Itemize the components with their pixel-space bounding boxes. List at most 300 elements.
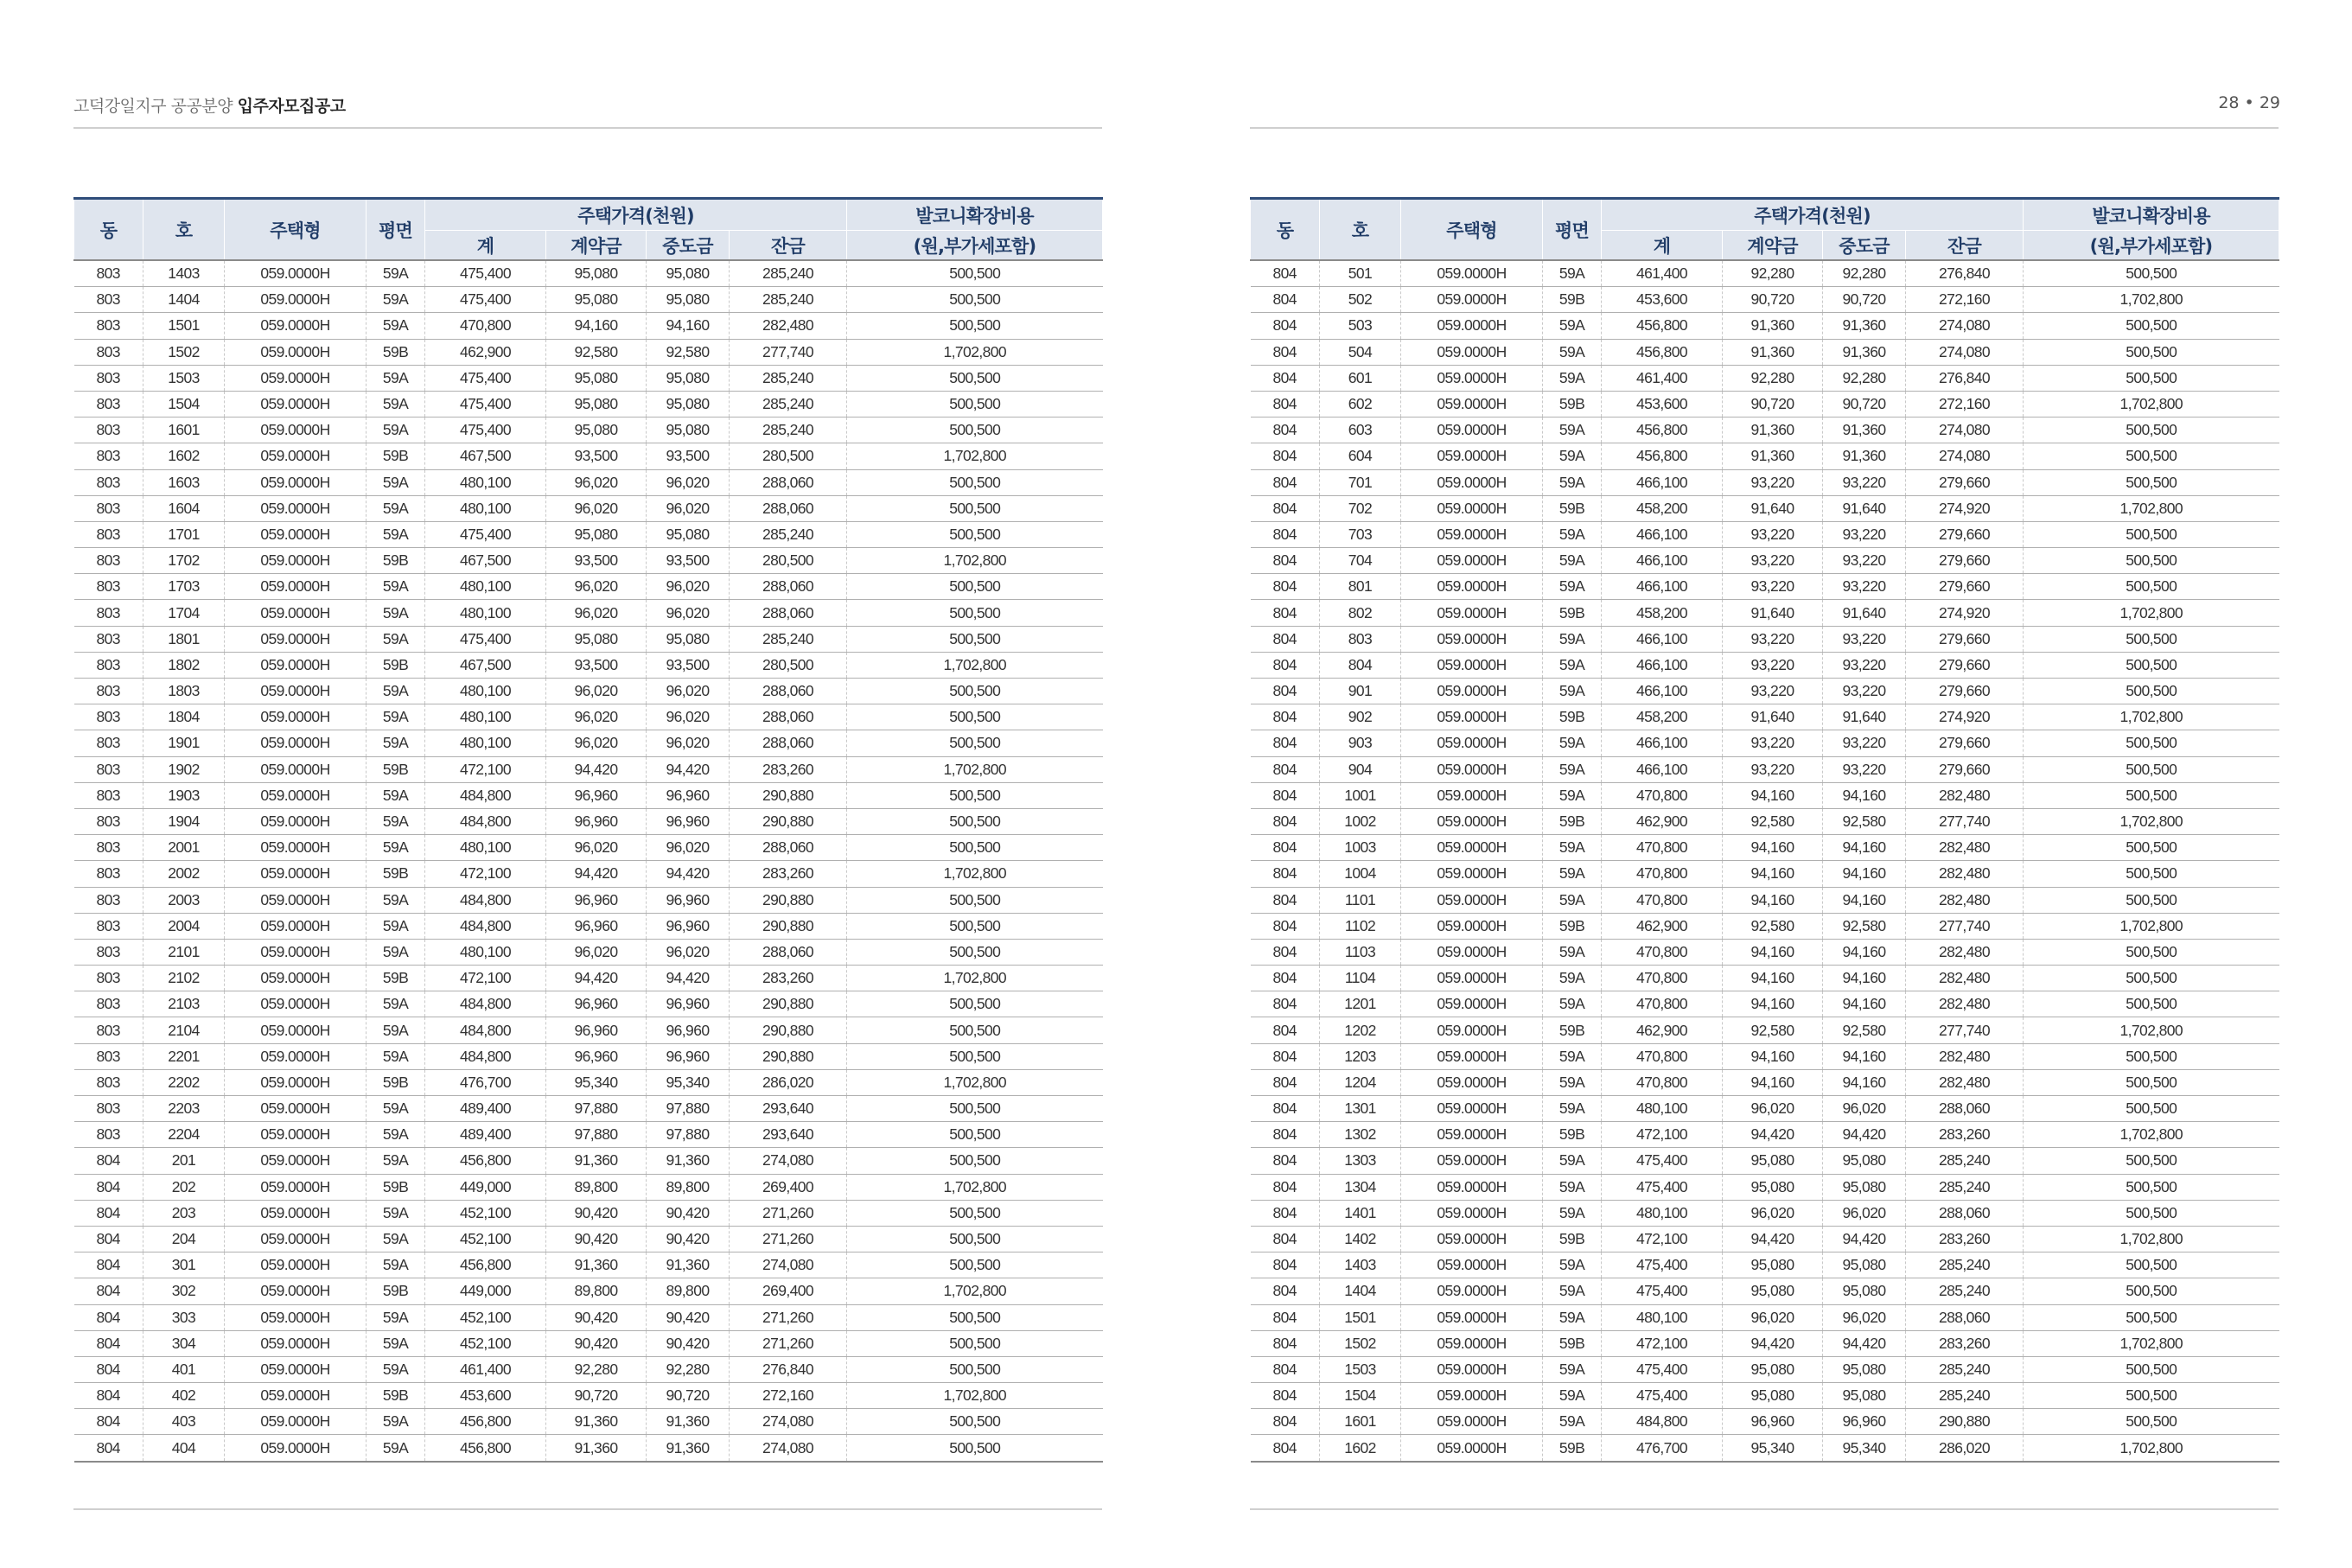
cell-middle: 90,720 bbox=[1823, 391, 1906, 417]
cell-housing-type: 059.0000H bbox=[1401, 1330, 1543, 1356]
cell-balcony: 500,500 bbox=[847, 1435, 1103, 1462]
cell-balance: 280,500 bbox=[730, 652, 847, 678]
header-ho: 호 bbox=[143, 199, 225, 261]
cell-balcony: 500,500 bbox=[847, 679, 1103, 704]
cell-dong: 804 bbox=[1251, 887, 1320, 913]
cell-middle: 96,020 bbox=[647, 679, 730, 704]
cell-middle: 96,960 bbox=[647, 808, 730, 834]
cell-dong: 804 bbox=[1251, 1122, 1320, 1148]
cell-balance: 277,740 bbox=[1906, 1017, 2024, 1043]
cell-balcony: 500,500 bbox=[847, 495, 1103, 521]
cell-balance: 288,060 bbox=[1906, 1200, 2024, 1226]
cell-housing-type: 059.0000H bbox=[225, 339, 367, 365]
cell-middle: 95,080 bbox=[647, 391, 730, 417]
cell-area: 59A bbox=[367, 391, 425, 417]
table-row bbox=[74, 1148, 1103, 1174]
table-row bbox=[1251, 835, 2279, 861]
cell-total: 480,100 bbox=[425, 704, 546, 730]
cell-total: 480,100 bbox=[425, 939, 546, 965]
cell-ho: 1501 bbox=[1320, 1304, 1401, 1330]
cell-deposit: 96,960 bbox=[546, 782, 647, 808]
table-row bbox=[1251, 548, 2279, 574]
table-row bbox=[74, 365, 1103, 391]
cell-ho: 1501 bbox=[143, 313, 225, 339]
table-row bbox=[74, 1069, 1103, 1095]
cell-middle: 93,220 bbox=[1823, 469, 1906, 495]
cell-ho: 2104 bbox=[143, 1017, 225, 1043]
footer-rule bbox=[73, 1508, 1102, 1510]
cell-balance: 285,240 bbox=[730, 260, 847, 287]
cell-dong: 803 bbox=[74, 365, 143, 391]
cell-middle: 91,360 bbox=[1823, 313, 1906, 339]
header-balcony-note: (원,부가세포함) bbox=[847, 231, 1103, 261]
cell-housing-type: 059.0000H bbox=[225, 1330, 367, 1356]
cell-balance: 272,160 bbox=[1906, 287, 2024, 313]
table-row bbox=[1251, 939, 2279, 965]
cell-balance: 282,480 bbox=[1906, 861, 2024, 887]
header-area: 평면 bbox=[1543, 199, 1602, 261]
cell-middle: 96,020 bbox=[1823, 1200, 1906, 1226]
cell-balcony: 500,500 bbox=[847, 1122, 1103, 1148]
cell-housing-type: 059.0000H bbox=[1401, 548, 1543, 574]
cell-dong: 804 bbox=[1251, 1356, 1320, 1382]
cell-middle: 96,960 bbox=[647, 887, 730, 913]
cell-middle: 95,080 bbox=[647, 521, 730, 547]
cell-balcony: 500,500 bbox=[847, 469, 1103, 495]
cell-deposit: 94,420 bbox=[1723, 1122, 1823, 1148]
cell-total: 476,700 bbox=[1602, 1435, 1723, 1462]
cell-dong: 803 bbox=[74, 966, 143, 991]
cell-ho: 1502 bbox=[1320, 1330, 1401, 1356]
cell-deposit: 89,800 bbox=[546, 1278, 647, 1304]
cell-total: 456,800 bbox=[425, 1148, 546, 1174]
table-row bbox=[1251, 600, 2279, 626]
cell-housing-type: 059.0000H bbox=[225, 365, 367, 391]
cell-deposit: 93,220 bbox=[1723, 730, 1823, 756]
cell-balcony: 500,500 bbox=[847, 1017, 1103, 1043]
cell-middle: 96,020 bbox=[647, 704, 730, 730]
cell-balcony: 500,500 bbox=[847, 704, 1103, 730]
right-page bbox=[1176, 0, 2352, 1568]
cell-deposit: 91,640 bbox=[1723, 495, 1823, 521]
cell-area: 59A bbox=[367, 626, 425, 652]
cell-middle: 93,220 bbox=[1823, 730, 1906, 756]
cell-balcony: 1,702,800 bbox=[2024, 1226, 2279, 1252]
cell-balance: 279,660 bbox=[1906, 652, 2024, 678]
cell-total: 452,100 bbox=[425, 1200, 546, 1226]
cell-housing-type: 059.0000H bbox=[225, 1278, 367, 1304]
cell-balcony: 500,500 bbox=[847, 313, 1103, 339]
cell-balance: 290,880 bbox=[730, 1017, 847, 1043]
cell-housing-type: 059.0000H bbox=[1401, 1148, 1543, 1174]
table-row bbox=[1251, 1174, 2279, 1200]
cell-balcony: 1,702,800 bbox=[847, 1278, 1103, 1304]
cell-deposit: 96,960 bbox=[546, 1043, 647, 1069]
cell-housing-type: 059.0000H bbox=[1401, 1069, 1543, 1095]
cell-balance: 276,840 bbox=[1906, 260, 2024, 287]
cell-deposit: 92,580 bbox=[1723, 1017, 1823, 1043]
cell-deposit: 94,160 bbox=[1723, 782, 1823, 808]
cell-deposit: 94,160 bbox=[1723, 991, 1823, 1017]
cell-dong: 803 bbox=[74, 339, 143, 365]
cell-balance: 279,660 bbox=[1906, 730, 2024, 756]
cell-balance: 286,020 bbox=[1906, 1435, 2024, 1462]
cell-area: 59A bbox=[1543, 1174, 1602, 1200]
cell-area: 59A bbox=[1543, 1252, 1602, 1278]
cell-middle: 92,580 bbox=[1823, 1017, 1906, 1043]
cell-area: 59A bbox=[1543, 469, 1602, 495]
cell-middle: 93,220 bbox=[1823, 521, 1906, 547]
cell-total: 456,800 bbox=[1602, 417, 1723, 443]
cell-area: 59B bbox=[367, 339, 425, 365]
cell-housing-type: 059.0000H bbox=[225, 1304, 367, 1330]
cell-balance: 290,880 bbox=[730, 1043, 847, 1069]
cell-balance: 272,160 bbox=[1906, 391, 2024, 417]
cell-housing-type: 059.0000H bbox=[1401, 260, 1543, 287]
cell-housing-type: 059.0000H bbox=[1401, 966, 1543, 991]
cell-balance: 274,920 bbox=[1906, 600, 2024, 626]
cell-deposit: 90,420 bbox=[546, 1226, 647, 1252]
cell-deposit: 90,720 bbox=[1723, 391, 1823, 417]
table-row bbox=[1251, 1252, 2279, 1278]
cell-ho: 304 bbox=[143, 1330, 225, 1356]
header-total: 계 bbox=[425, 231, 546, 261]
cell-deposit: 94,160 bbox=[1723, 939, 1823, 965]
cell-balcony: 1,702,800 bbox=[847, 443, 1103, 469]
cell-balance: 288,060 bbox=[730, 600, 847, 626]
table-row bbox=[74, 782, 1103, 808]
cell-ho: 1701 bbox=[143, 521, 225, 547]
cell-dong: 804 bbox=[1251, 443, 1320, 469]
cell-dong: 804 bbox=[1251, 417, 1320, 443]
cell-balance: 276,840 bbox=[730, 1356, 847, 1382]
cell-dong: 804 bbox=[1251, 1252, 1320, 1278]
cell-total: 467,500 bbox=[425, 443, 546, 469]
cell-housing-type: 059.0000H bbox=[225, 1356, 367, 1382]
cell-balcony: 500,500 bbox=[2024, 1252, 2279, 1278]
cell-ho: 404 bbox=[143, 1435, 225, 1462]
cell-balance: 290,880 bbox=[730, 913, 847, 939]
cell-ho: 1601 bbox=[143, 417, 225, 443]
cell-balance: 272,160 bbox=[730, 1383, 847, 1409]
cell-balance: 274,080 bbox=[1906, 339, 2024, 365]
cell-balcony: 500,500 bbox=[847, 991, 1103, 1017]
cell-deposit: 96,960 bbox=[546, 887, 647, 913]
cell-deposit: 96,020 bbox=[546, 730, 647, 756]
cell-area: 59B bbox=[367, 861, 425, 887]
cell-dong: 804 bbox=[1251, 365, 1320, 391]
cell-deposit: 96,960 bbox=[546, 991, 647, 1017]
cell-balance: 290,880 bbox=[730, 808, 847, 834]
cell-area: 59A bbox=[367, 521, 425, 547]
table-row bbox=[1251, 1017, 2279, 1043]
cell-deposit: 91,360 bbox=[546, 1252, 647, 1278]
table-row bbox=[1251, 626, 2279, 652]
cell-middle: 94,160 bbox=[1823, 1069, 1906, 1095]
cell-dong: 803 bbox=[74, 574, 143, 600]
cell-housing-type: 059.0000H bbox=[1401, 521, 1543, 547]
cell-area: 59B bbox=[1543, 600, 1602, 626]
cell-area: 59A bbox=[367, 808, 425, 834]
cell-total: 453,600 bbox=[1602, 391, 1723, 417]
cell-ho: 2202 bbox=[143, 1069, 225, 1095]
cell-housing-type: 059.0000H bbox=[1401, 704, 1543, 730]
cell-area: 59A bbox=[1543, 1043, 1602, 1069]
table-row bbox=[74, 808, 1103, 834]
cell-total: 480,100 bbox=[425, 835, 546, 861]
cell-balance: 279,660 bbox=[1906, 626, 2024, 652]
cell-housing-type: 059.0000H bbox=[1401, 1278, 1543, 1304]
cell-housing-type: 059.0000H bbox=[1401, 1017, 1543, 1043]
cell-housing-type: 059.0000H bbox=[225, 1122, 367, 1148]
cell-balcony: 500,500 bbox=[847, 939, 1103, 965]
cell-ho: 804 bbox=[1320, 652, 1401, 678]
cell-dong: 804 bbox=[1251, 1226, 1320, 1252]
cell-deposit: 92,280 bbox=[1723, 365, 1823, 391]
header-price-group: 주택가격(천원) bbox=[1602, 199, 2024, 231]
cell-balance: 269,400 bbox=[730, 1174, 847, 1200]
cell-balance: 283,260 bbox=[1906, 1330, 2024, 1356]
cell-ho: 1103 bbox=[1320, 939, 1401, 965]
cell-total: 472,100 bbox=[425, 966, 546, 991]
header-balcony: 발코니확장비용 bbox=[847, 199, 1103, 231]
table-row bbox=[1251, 861, 2279, 887]
cell-ho: 401 bbox=[143, 1356, 225, 1382]
cell-dong: 804 bbox=[1251, 756, 1320, 782]
cell-middle: 94,420 bbox=[1823, 1226, 1906, 1252]
header-housing-type: 주택형 bbox=[1401, 199, 1543, 261]
cell-ho: 1201 bbox=[1320, 991, 1401, 1017]
cell-dong: 804 bbox=[1251, 1278, 1320, 1304]
cell-balcony: 500,500 bbox=[847, 1356, 1103, 1382]
cell-total: 456,800 bbox=[1602, 339, 1723, 365]
cell-dong: 804 bbox=[1251, 548, 1320, 574]
cell-deposit: 92,580 bbox=[546, 339, 647, 365]
cell-dong: 803 bbox=[74, 391, 143, 417]
cell-ho: 1203 bbox=[1320, 1043, 1401, 1069]
cell-balcony: 500,500 bbox=[2024, 835, 2279, 861]
cell-housing-type: 059.0000H bbox=[225, 1409, 367, 1435]
cell-deposit: 95,080 bbox=[1723, 1148, 1823, 1174]
page-number-right: 29 bbox=[2259, 93, 2280, 112]
cell-area: 59A bbox=[367, 313, 425, 339]
cell-middle: 96,020 bbox=[647, 495, 730, 521]
cell-balcony: 500,500 bbox=[2024, 782, 2279, 808]
cell-dong: 804 bbox=[74, 1278, 143, 1304]
cell-total: 489,400 bbox=[425, 1122, 546, 1148]
cell-middle: 91,360 bbox=[1823, 443, 1906, 469]
cell-dong: 804 bbox=[1251, 808, 1320, 834]
cell-dong: 803 bbox=[74, 1122, 143, 1148]
cell-deposit: 94,160 bbox=[1723, 1043, 1823, 1069]
cell-dong: 803 bbox=[74, 417, 143, 443]
cell-area: 59A bbox=[367, 1017, 425, 1043]
cell-ho: 301 bbox=[143, 1252, 225, 1278]
cell-deposit: 91,360 bbox=[1723, 313, 1823, 339]
cell-balcony: 1,702,800 bbox=[2024, 287, 2279, 313]
cell-total: 480,100 bbox=[425, 730, 546, 756]
cell-housing-type: 059.0000H bbox=[225, 1226, 367, 1252]
cell-balance: 288,060 bbox=[1906, 1304, 2024, 1330]
cell-middle: 95,340 bbox=[1823, 1435, 1906, 1462]
cell-middle: 96,960 bbox=[647, 1017, 730, 1043]
cell-balcony: 1,702,800 bbox=[2024, 600, 2279, 626]
cell-balcony: 1,702,800 bbox=[2024, 1435, 2279, 1462]
cell-balcony: 500,500 bbox=[847, 1226, 1103, 1252]
cell-housing-type: 059.0000H bbox=[1401, 1409, 1543, 1435]
cell-dong: 804 bbox=[74, 1383, 143, 1409]
header-deposit: 계약금 bbox=[546, 231, 647, 261]
cell-dong: 803 bbox=[74, 287, 143, 313]
cell-housing-type: 059.0000H bbox=[1401, 443, 1543, 469]
table-row bbox=[1251, 365, 2279, 391]
header-rule bbox=[1250, 127, 2279, 129]
cell-area: 59A bbox=[1543, 1409, 1602, 1435]
cell-total: 452,100 bbox=[425, 1226, 546, 1252]
cell-deposit: 95,340 bbox=[546, 1069, 647, 1095]
cell-dong: 803 bbox=[74, 1069, 143, 1095]
table-row bbox=[74, 469, 1103, 495]
cell-balcony: 500,500 bbox=[2024, 756, 2279, 782]
cell-total: 470,800 bbox=[1602, 887, 1723, 913]
cell-dong: 804 bbox=[74, 1409, 143, 1435]
cell-ho: 1504 bbox=[143, 391, 225, 417]
cell-area: 59A bbox=[367, 1304, 425, 1330]
cell-total: 484,800 bbox=[425, 1043, 546, 1069]
cell-total: 475,400 bbox=[425, 287, 546, 313]
cell-balcony: 1,702,800 bbox=[847, 861, 1103, 887]
cell-housing-type: 059.0000H bbox=[1401, 939, 1543, 965]
cell-area: 59A bbox=[367, 913, 425, 939]
cell-middle: 96,960 bbox=[647, 782, 730, 808]
cell-area: 59A bbox=[1543, 417, 1602, 443]
cell-ho: 504 bbox=[1320, 339, 1401, 365]
cell-balance: 283,260 bbox=[1906, 1226, 2024, 1252]
cell-balcony: 1,702,800 bbox=[2024, 1017, 2279, 1043]
cell-deposit: 96,020 bbox=[546, 679, 647, 704]
cell-balance: 279,660 bbox=[1906, 521, 2024, 547]
cell-ho: 601 bbox=[1320, 365, 1401, 391]
table-row bbox=[1251, 1330, 2279, 1356]
cell-area: 59A bbox=[367, 704, 425, 730]
cell-deposit: 96,020 bbox=[546, 835, 647, 861]
cell-middle: 95,080 bbox=[647, 417, 730, 443]
cell-middle: 94,420 bbox=[647, 756, 730, 782]
cell-middle: 92,280 bbox=[1823, 365, 1906, 391]
cell-balance: 288,060 bbox=[730, 939, 847, 965]
cell-ho: 1903 bbox=[143, 782, 225, 808]
cell-deposit: 93,220 bbox=[1723, 652, 1823, 678]
cell-total: 480,100 bbox=[425, 679, 546, 704]
cell-housing-type: 059.0000H bbox=[1401, 1174, 1543, 1200]
cell-balance: 285,240 bbox=[730, 287, 847, 313]
cell-balance: 274,080 bbox=[730, 1435, 847, 1462]
cell-dong: 803 bbox=[74, 756, 143, 782]
cell-dong: 804 bbox=[1251, 574, 1320, 600]
cell-balcony: 500,500 bbox=[847, 1043, 1103, 1069]
table-row bbox=[74, 521, 1103, 547]
cell-deposit: 95,080 bbox=[1723, 1278, 1823, 1304]
cell-area: 59B bbox=[367, 1174, 425, 1200]
cell-dong: 804 bbox=[1251, 1304, 1320, 1330]
cell-area: 59A bbox=[1543, 966, 1602, 991]
cell-middle: 91,360 bbox=[647, 1435, 730, 1462]
cell-balcony: 500,500 bbox=[2024, 1148, 2279, 1174]
table-row bbox=[74, 1330, 1103, 1356]
cell-area: 59A bbox=[367, 1330, 425, 1356]
cell-ho: 1601 bbox=[1320, 1409, 1401, 1435]
cell-dong: 803 bbox=[74, 730, 143, 756]
cell-dong: 804 bbox=[1251, 1174, 1320, 1200]
table-row bbox=[74, 1252, 1103, 1278]
cell-ho: 701 bbox=[1320, 469, 1401, 495]
cell-area: 59A bbox=[1543, 548, 1602, 574]
cell-housing-type: 059.0000H bbox=[225, 1174, 367, 1200]
page-number-separator: • bbox=[2244, 93, 2254, 112]
table-row bbox=[1251, 1435, 2279, 1462]
cell-total: 458,200 bbox=[1602, 600, 1723, 626]
cell-dong: 804 bbox=[1251, 913, 1320, 939]
table-row bbox=[74, 548, 1103, 574]
cell-total: 452,100 bbox=[425, 1304, 546, 1330]
table-row bbox=[74, 495, 1103, 521]
cell-deposit: 95,080 bbox=[546, 626, 647, 652]
cell-balance: 293,640 bbox=[730, 1122, 847, 1148]
cell-area: 59A bbox=[367, 365, 425, 391]
cell-deposit: 91,360 bbox=[546, 1148, 647, 1174]
cell-housing-type: 059.0000H bbox=[1401, 313, 1543, 339]
table-row bbox=[74, 1096, 1103, 1122]
cell-housing-type: 059.0000H bbox=[225, 469, 367, 495]
table-row bbox=[1251, 966, 2279, 991]
cell-balcony: 1,702,800 bbox=[847, 1383, 1103, 1409]
cell-ho: 1404 bbox=[1320, 1278, 1401, 1304]
cell-ho: 1603 bbox=[143, 469, 225, 495]
cell-balcony: 500,500 bbox=[847, 808, 1103, 834]
cell-balcony: 500,500 bbox=[847, 287, 1103, 313]
cell-housing-type: 059.0000H bbox=[1401, 1043, 1543, 1069]
cell-total: 475,400 bbox=[425, 260, 546, 287]
cell-housing-type: 059.0000H bbox=[1401, 469, 1543, 495]
cell-dong: 804 bbox=[74, 1330, 143, 1356]
table-row bbox=[1251, 1043, 2279, 1069]
cell-total: 449,000 bbox=[425, 1278, 546, 1304]
cell-area: 59A bbox=[367, 1356, 425, 1382]
table-row bbox=[1251, 887, 2279, 913]
cell-balcony: 1,702,800 bbox=[2024, 391, 2279, 417]
cell-total: 480,100 bbox=[1602, 1304, 1723, 1330]
cell-housing-type: 059.0000H bbox=[225, 704, 367, 730]
cell-balcony: 500,500 bbox=[2024, 339, 2279, 365]
cell-ho: 403 bbox=[143, 1409, 225, 1435]
cell-deposit: 96,020 bbox=[546, 469, 647, 495]
cell-housing-type: 059.0000H bbox=[225, 861, 367, 887]
cell-balance: 288,060 bbox=[1906, 1096, 2024, 1122]
cell-total: 466,100 bbox=[1602, 574, 1723, 600]
cell-ho: 1403 bbox=[1320, 1252, 1401, 1278]
cell-middle: 95,080 bbox=[1823, 1148, 1906, 1174]
table-row bbox=[1251, 313, 2279, 339]
cell-balance: 290,880 bbox=[1906, 1409, 2024, 1435]
cell-deposit: 93,220 bbox=[1723, 756, 1823, 782]
table-row bbox=[74, 991, 1103, 1017]
cell-balance: 288,060 bbox=[730, 469, 847, 495]
cell-area: 59A bbox=[1543, 1069, 1602, 1095]
cell-deposit: 94,160 bbox=[546, 313, 647, 339]
cell-total: 475,400 bbox=[425, 626, 546, 652]
cell-dong: 804 bbox=[1251, 1409, 1320, 1435]
cell-middle: 90,420 bbox=[647, 1304, 730, 1330]
